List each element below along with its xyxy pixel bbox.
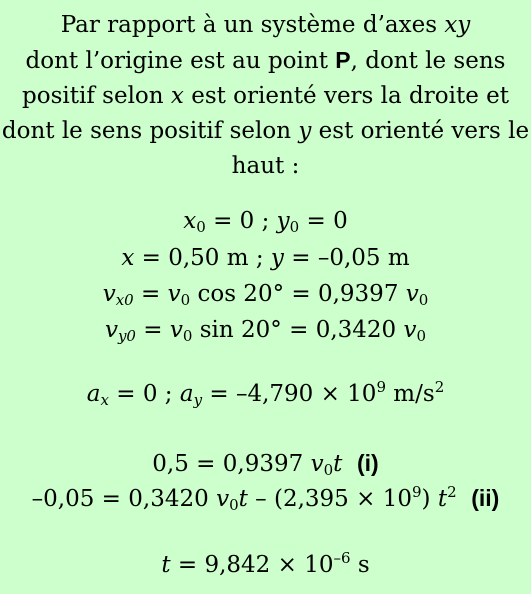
eq7-sub0: 0 bbox=[229, 496, 239, 514]
eq3-sub0: 0 bbox=[180, 291, 191, 309]
eq7-v: v bbox=[216, 486, 230, 512]
eq1-sub: 0 bbox=[196, 218, 206, 236]
eq5-c: m/s bbox=[386, 381, 435, 407]
x-symbol: x bbox=[170, 83, 184, 109]
eq5-ax: a bbox=[86, 381, 101, 407]
eq4-b: sin 20° = 0,3420 bbox=[192, 317, 404, 343]
equation-label-ii: (ii) bbox=[471, 485, 500, 511]
eq5-a: = 0 ; bbox=[108, 381, 180, 407]
eq3-v0: v bbox=[167, 281, 181, 307]
eq1-y: y bbox=[276, 208, 290, 234]
equation-acceleration bbox=[0, 377, 531, 411]
eq2-y: y bbox=[270, 245, 284, 271]
point-label: P bbox=[335, 47, 351, 73]
equation-time-result bbox=[0, 548, 531, 582]
eq5-suby: y bbox=[193, 391, 203, 409]
eq8-exp: –6 bbox=[333, 549, 351, 567]
eq1-a: = 0 ; bbox=[205, 208, 277, 234]
intro-text-5: est orienté vers le haut : bbox=[231, 118, 530, 179]
eq4-a: = bbox=[135, 317, 170, 343]
eq5-exp2: 2 bbox=[434, 378, 445, 396]
eq3-a: = bbox=[133, 281, 168, 307]
y-symbol: y bbox=[298, 118, 312, 144]
eq8-b: s bbox=[350, 552, 370, 578]
eq5-exp: 9 bbox=[376, 378, 386, 396]
eq7-t2: t bbox=[437, 486, 448, 512]
eq4-v0: v bbox=[169, 317, 183, 343]
eq5-ay: a bbox=[179, 381, 194, 407]
eq7-a: –0,05 = 0,3420 bbox=[31, 486, 217, 512]
equation-i bbox=[0, 446, 531, 481]
eq3-sub: x0 bbox=[115, 291, 134, 309]
eq2-b: = –0,05 m bbox=[283, 245, 410, 271]
eq1-subb: 0 bbox=[289, 218, 300, 236]
eq2-x: x bbox=[121, 245, 135, 271]
eq4-v: v bbox=[104, 317, 118, 343]
equation-vx0 bbox=[0, 277, 531, 311]
eq4-sub: y0 bbox=[117, 327, 136, 345]
eq6-v: v bbox=[310, 451, 324, 477]
intro-text-3: , dont le sens positif selon bbox=[22, 48, 506, 109]
eq4-v0b: v bbox=[403, 317, 417, 343]
eq5-subx: x bbox=[100, 391, 109, 409]
eq7-exp2: 2 bbox=[447, 483, 457, 501]
intro-text-2: dont l’origine est au point bbox=[25, 48, 336, 74]
eq1-b: = 0 bbox=[299, 208, 348, 234]
eq7-c: ) bbox=[421, 486, 438, 512]
equation-vy0 bbox=[0, 313, 531, 347]
eq7-b: – (2,395 × 10 bbox=[247, 486, 412, 512]
eq7-exp: 9 bbox=[411, 483, 422, 501]
eq1-x: x bbox=[183, 208, 197, 234]
eq3-v0b: v bbox=[405, 281, 419, 307]
equation-position bbox=[0, 241, 531, 275]
eq3-sub0b: 0 bbox=[418, 291, 429, 309]
eq8-a: = 9,842 × 10 bbox=[170, 552, 334, 578]
intro-text-4: est orienté vers la droite et dont le sens positif selon bbox=[1, 83, 509, 144]
eq6-sub0: 0 bbox=[323, 461, 334, 479]
eq7-t: t bbox=[238, 486, 248, 512]
eq2-a: = 0,50 m ; bbox=[134, 245, 271, 271]
eq4-sub0b: 0 bbox=[416, 327, 427, 345]
eq3-b: cos 20° = 0,9397 bbox=[190, 281, 406, 307]
eq5-b: = –4,790 × 10 bbox=[202, 381, 377, 407]
axes-symbol: xy bbox=[444, 12, 471, 38]
eq4-sub0: 0 bbox=[182, 327, 193, 345]
eq8-t: t bbox=[161, 552, 171, 578]
equation-ii bbox=[0, 481, 531, 516]
eq3-v: v bbox=[102, 281, 116, 307]
intro-paragraph bbox=[0, 8, 531, 184]
intro-text-1: Par rapport à un système d’axes bbox=[60, 12, 445, 38]
eq6-t: t bbox=[333, 451, 343, 477]
equation-initial-position bbox=[0, 204, 531, 238]
eq6-a: 0,5 = 0,9397 bbox=[152, 451, 311, 477]
equation-label-i: (i) bbox=[356, 450, 379, 476]
